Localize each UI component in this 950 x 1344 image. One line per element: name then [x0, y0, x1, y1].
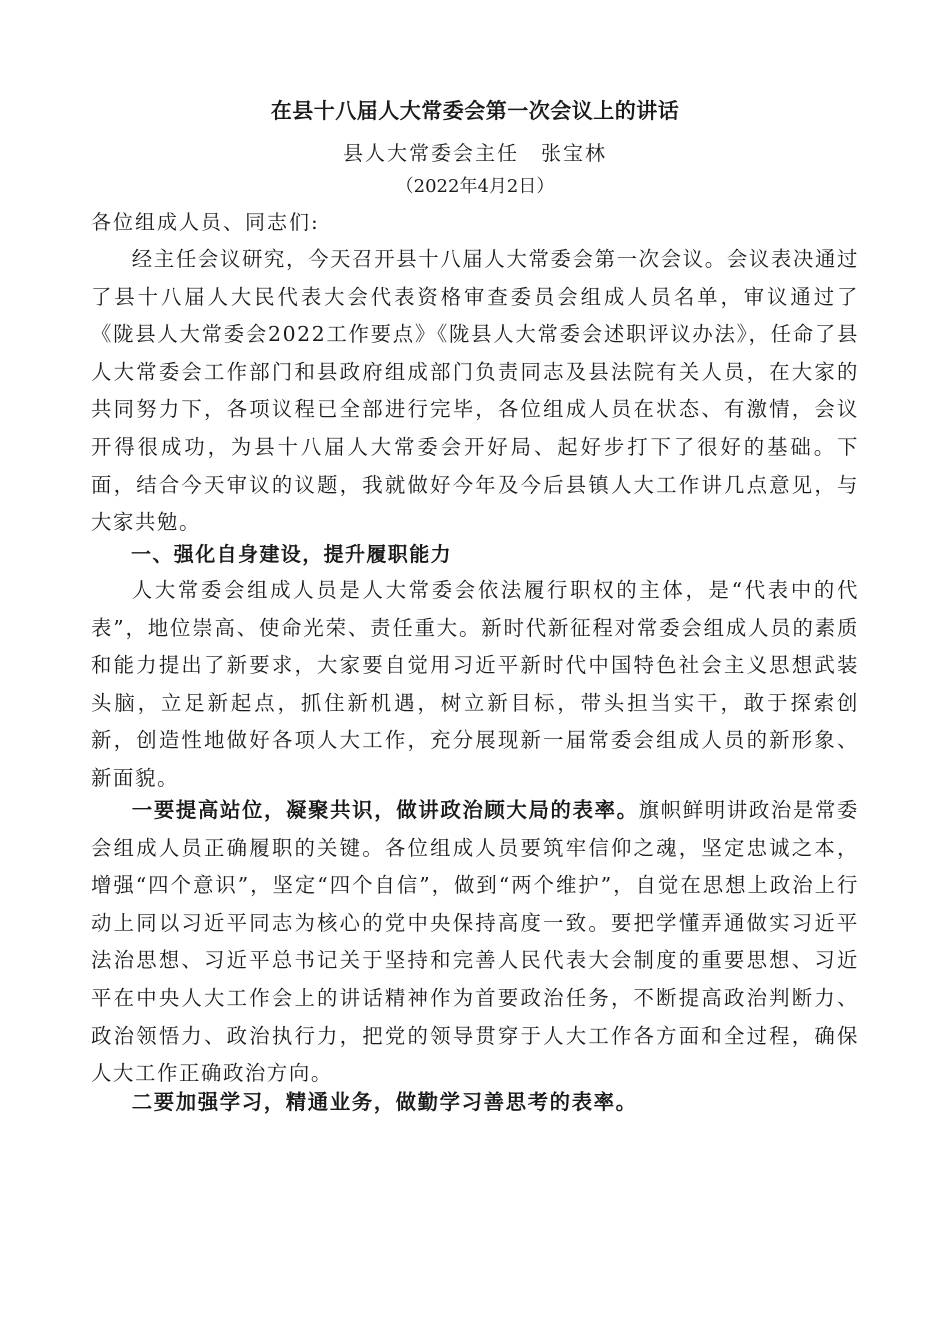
salutation: 各位组成人员、同志们: — [91, 210, 320, 234]
intro-paragraph: 经主任会议研究，今天召开县十八届人大常委会第一次会议。会议表决通过了县十八届人大民代表大会代表资格审查委员会组成人员名单，审议通过了《陇县人大常委会2022工作要点》《陇县人大常委会述职评议办法》，任命了县人大常委会工作部门和县政府组成部门负责同志及县法院有关人员，在大家的共同努力下，各项议程已全部进行完毕，各位组成人员在状态、有激情，会议开得很成功，为县十八届人大常委会开好局、起好步打下了很好的基础。下面，结合今天审议的议题，我就做好今年及今后县镇人大工作讲几点意见，与大家共勉。 — [91, 247, 859, 535]
point1-body: 旗帜鲜明讲政治是常委会组成人员正确履职的关键。各位组成人员要筑牢信仰之魂，坚定忠诚之本，增强“四个意识”，坚定“四个自信”，做到“两个维护”，自觉在思想上政治上行动上同以习近平同志为核心的党中央保持高度一致。要把学懂弄通做实习近平法治思想、习近平总书记关于坚持和完善人民代表大会制度的重要思想、习近平在中央人大工作会上的讲话精神作为首要政治任务，不断提高政治判断力、政治领悟力、政治执行力，把党的领导贯穿于人大工作各方面和全过程，确保人大工作正确政治方向。 — [91, 798, 859, 1086]
document-title: 在县十八届人大常委会第一次会议上的讲话 — [270, 98, 680, 123]
point2-heading: 二要加强学习，精通业务，做勤学习善思考的表率。 — [131, 1090, 638, 1114]
date-line: （2022年4月2日） — [395, 176, 555, 197]
point1-lead: 一要提高站位，凝聚共识，做讲政治顾大局的表率。 — [131, 798, 639, 822]
section-heading-1: 一、强化自身建设，提升履职能力 — [131, 542, 452, 566]
point1-paragraph — [91, 792, 859, 1093]
section1-paragraph: 人大常委会组成人员是人大常委会依法履行职权的主体，是“代表中的代表”，地位崇高、使命光荣、责任重大。新时代新征程对常委会组成人员的素质和能力提出了新要求，大家要自觉用习近平新时代中国特色社会主义思想武装头脑，立足新起点，抓住新机遇，树立新目标，带头担当实干，敢于探索创新，创造性地做好各项人大工作，充分展现新一届常委会组成人员的新形象、新面貌。 — [91, 578, 859, 790]
author-line: 县人大常委会主任 张宝林 — [343, 141, 607, 165]
